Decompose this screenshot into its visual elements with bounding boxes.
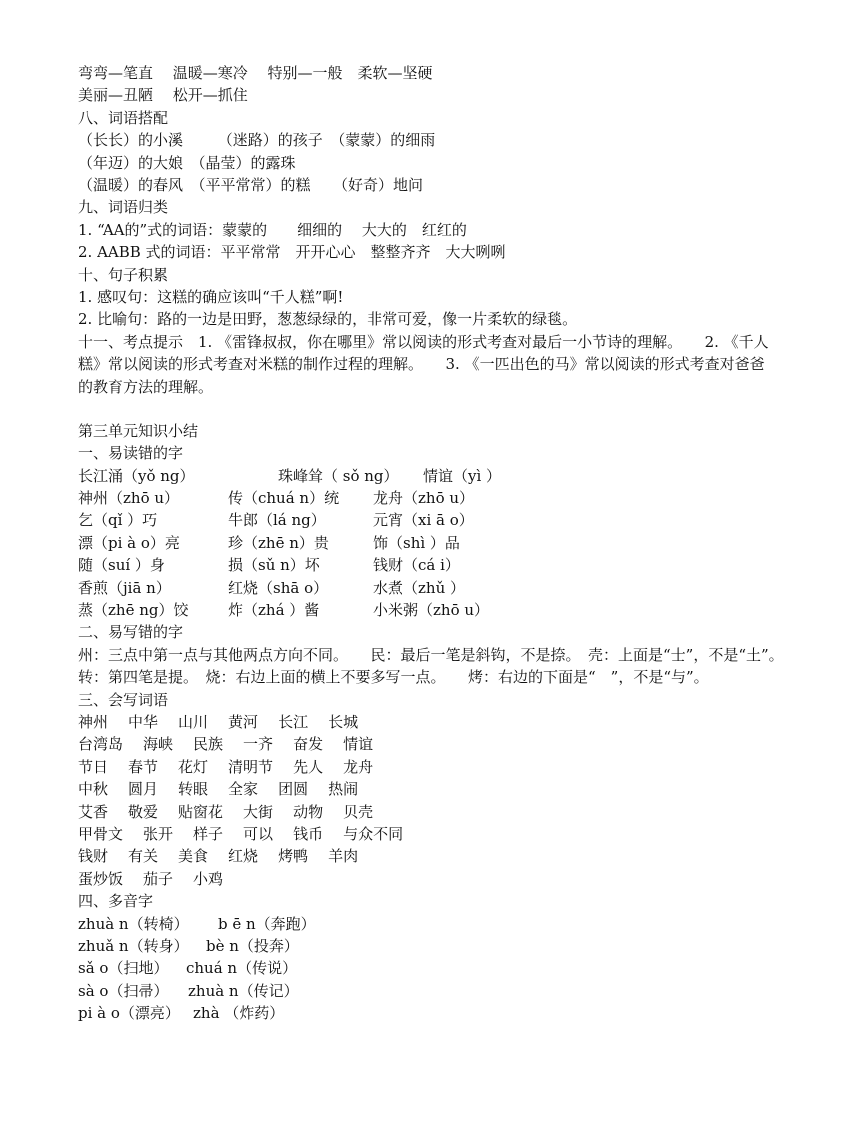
word-item: 长城 — [328, 713, 359, 732]
polyphone-row — [78, 1002, 778, 1024]
section-spacer — [78, 398, 778, 420]
pinyin-item: 长江涌（yǒ ng） — [78, 466, 195, 485]
polyphone-item: zhuǎ n（转身） — [78, 936, 189, 955]
word-item: 贝壳 — [343, 802, 374, 821]
word-row — [78, 868, 778, 890]
pinyin-item: 红烧（shā o） — [228, 578, 329, 597]
pinyin-item: 随（suí ）身 — [78, 556, 165, 575]
word-row — [78, 823, 778, 845]
section-8-heading: 八、词语搭配 — [78, 108, 169, 127]
word-item: 龙舟 — [343, 757, 374, 776]
word-row — [78, 801, 778, 823]
word-item: 节日 — [78, 757, 109, 776]
word-item: 甲骨文 — [78, 824, 124, 843]
pinyin-item: 神州（zhō u） — [78, 489, 180, 508]
word-item: 全家 — [228, 780, 259, 799]
pinyin-item: 传（chuá n）统 — [228, 489, 340, 508]
pinyin-row — [78, 599, 778, 621]
word-item: 贴窗花 — [178, 802, 224, 821]
polyphone-item: sà o（扫帚） — [78, 981, 169, 1000]
word-row — [78, 778, 778, 800]
sentence-line-1: 1. 感叹句：这糕的确应该叫“千人糕”啊! — [78, 287, 344, 306]
word-item: 清明节 — [228, 757, 274, 776]
word-item: 长江 — [278, 713, 309, 732]
word-item: 羊肉 — [328, 847, 359, 866]
word-item: 圆月 — [128, 780, 159, 799]
pinyin-item: 水煮（zhǔ ） — [373, 578, 465, 597]
polyphone-item: zhuà n（传记） — [188, 981, 299, 1000]
polyphone-row — [78, 957, 778, 979]
writing-words-heading: 三、会写词语 — [78, 690, 169, 709]
pinyin-item: 珍（zhē n）贵 — [228, 533, 329, 552]
polyphone-row — [78, 980, 778, 1002]
section-9-heading: 九、词语归类 — [78, 198, 169, 217]
word-item: 花灯 — [178, 757, 209, 776]
word-item: 钱币 — [293, 824, 324, 843]
pinyin-item: 情谊（yì ） — [423, 466, 502, 485]
word-item: 春节 — [128, 757, 159, 776]
word-item: 茄子 — [143, 869, 174, 888]
word-item: 钱财 — [78, 847, 109, 866]
misread-heading: 一、易读错的字 — [78, 444, 184, 463]
word-item: 张开 — [143, 824, 174, 843]
word-item: 样子 — [193, 824, 224, 843]
word-item: 先人 — [293, 757, 324, 776]
word-item: 情谊 — [343, 735, 374, 754]
polyphone-item: pi à o（漂亮） — [78, 1004, 180, 1023]
pinyin-item: 元宵（xi ā o） — [373, 511, 474, 530]
pinyin-row — [78, 554, 778, 576]
polyphone-heading: 四、多音字 — [78, 892, 154, 911]
antonym-line-1: 弯弯—笔直 温暖—寒冷 特别—一般 柔软—坚硬 — [78, 64, 433, 82]
pinyin-item: 饰（shì ）品 — [373, 533, 460, 552]
word-item: 敬爱 — [128, 802, 159, 821]
word-row — [78, 711, 778, 733]
pinyin-item: 炸（zhá ）酱 — [228, 601, 320, 620]
polyphone-item: zhà （炸药） — [193, 1004, 285, 1023]
polyphone-row — [78, 935, 778, 957]
pinyin-item: 香煎（jiā n） — [78, 578, 171, 597]
pinyin-item: 乞（qǐ ）巧 — [78, 511, 158, 530]
word-row — [78, 756, 778, 778]
word-item: 台湾岛 — [78, 735, 124, 754]
word-item: 热闹 — [328, 780, 359, 799]
pinyin-item: 龙舟（zhō u） — [373, 489, 475, 508]
pinyin-item: 小米粥（zhō u） — [373, 601, 490, 620]
collocation-line-1: （长长）的小溪 （迷路）的孩子 （蒙蒙）的细雨 — [78, 131, 436, 150]
document-page — [78, 62, 792, 1024]
polyphone-item: bè n（投奔） — [206, 936, 299, 955]
word-row — [78, 845, 778, 867]
pinyin-row — [78, 532, 778, 554]
pinyin-item: 损（sǔ n）坏 — [228, 556, 320, 575]
word-item: 有关 — [128, 847, 159, 866]
sentence-line-2: 2. 比喻句：路的一边是田野，葱葱绿绿的，非常可爱，像一片柔软的绿毯。 — [78, 310, 578, 329]
polyphone-item: chuá n（传说） — [186, 959, 298, 978]
polyphone-item: b ē n（奔跑） — [218, 914, 316, 933]
pinyin-item: 牛郎（lá ng） — [228, 511, 326, 530]
word-item: 转眼 — [178, 780, 209, 799]
polyphone-item: zhuà n（转椅） — [78, 914, 189, 933]
word-item: 中秋 — [78, 780, 109, 799]
word-item: 可以 — [243, 824, 274, 843]
word-item: 动物 — [293, 802, 324, 821]
word-item: 山川 — [178, 713, 209, 732]
antonym-line-2: 美丽—丑陋 松开—抓住 — [78, 86, 248, 105]
word-item: 红烧 — [228, 847, 259, 866]
section-10-heading: 十、句子积累 — [78, 265, 169, 284]
word-item: 一齐 — [243, 735, 274, 754]
word-item: 与众不同 — [343, 824, 404, 843]
pinyin-row — [78, 509, 778, 531]
word-item: 烤鸭 — [278, 847, 309, 866]
polyphone-item: sǎ o（扫地） — [78, 959, 169, 978]
pinyin-item: 漂（pi à o）亮 — [78, 533, 180, 552]
word-item: 团圆 — [278, 780, 309, 799]
pinyin-item: 钱财（cá i） — [373, 556, 460, 575]
word-category-line-1: 1. “AA的”式的词语：蒙蒙的 细细的 大大的 红红的 — [78, 220, 467, 239]
word-item: 奋发 — [293, 735, 324, 754]
miswritten-heading: 二、易写错的字 — [78, 623, 184, 642]
pinyin-row — [78, 465, 778, 487]
miswritten-paragraph: 州：三点中第一点与其他两点方向不同。 民：最后一笔是斜钩，不是捺。 壳：上面是“士”，不是“土”。 转：第四笔是提。 烧：右边上面的横上不要多写一点。 烤：右边的下面是“ ”，不是“与”。 — [78, 645, 792, 687]
pinyin-row — [78, 577, 778, 599]
exam-tips-paragraph: 十一、考点提示 1. 《雷锋叔叔，你在哪里》常以阅读的形式考查对最后一小节诗的理解。 2. 《千人糕》常以阅读的形式考查对米糕的制作过程的理解。 3. 《一匹出色的马》常以阅读的形式考查对爸爸的教育方法的理解。 — [78, 332, 769, 396]
word-item: 蛋炒饭 — [78, 869, 124, 888]
pinyin-item: 珠峰耸（ sǒ ng） — [278, 466, 399, 485]
word-row — [78, 733, 778, 755]
word-item: 美食 — [178, 847, 209, 866]
collocation-line-3: （温暖）的春风 （平平常常）的糕 （好奇）地问 — [78, 175, 424, 194]
collocation-line-2: （年迈）的大娘 （晶莹）的露珠 — [78, 153, 296, 172]
polyphone-row — [78, 913, 778, 935]
word-item: 神州 — [78, 713, 109, 732]
pinyin-row — [78, 487, 778, 509]
word-item: 小鸡 — [193, 869, 224, 888]
word-item: 民族 — [193, 735, 224, 754]
word-category-line-2: 2. AABB 式的词语：平平常常 开开心心 整整齐齐 大大咧咧 — [78, 243, 506, 262]
word-item: 海峡 — [143, 735, 174, 754]
word-item: 黄河 — [228, 713, 259, 732]
word-item: 大街 — [243, 802, 274, 821]
word-item: 中华 — [128, 713, 159, 732]
unit-3-title: 第三单元知识小结 — [78, 421, 199, 440]
pinyin-item: 蒸（zhē ng）饺 — [78, 601, 189, 620]
word-item: 艾香 — [78, 802, 109, 821]
